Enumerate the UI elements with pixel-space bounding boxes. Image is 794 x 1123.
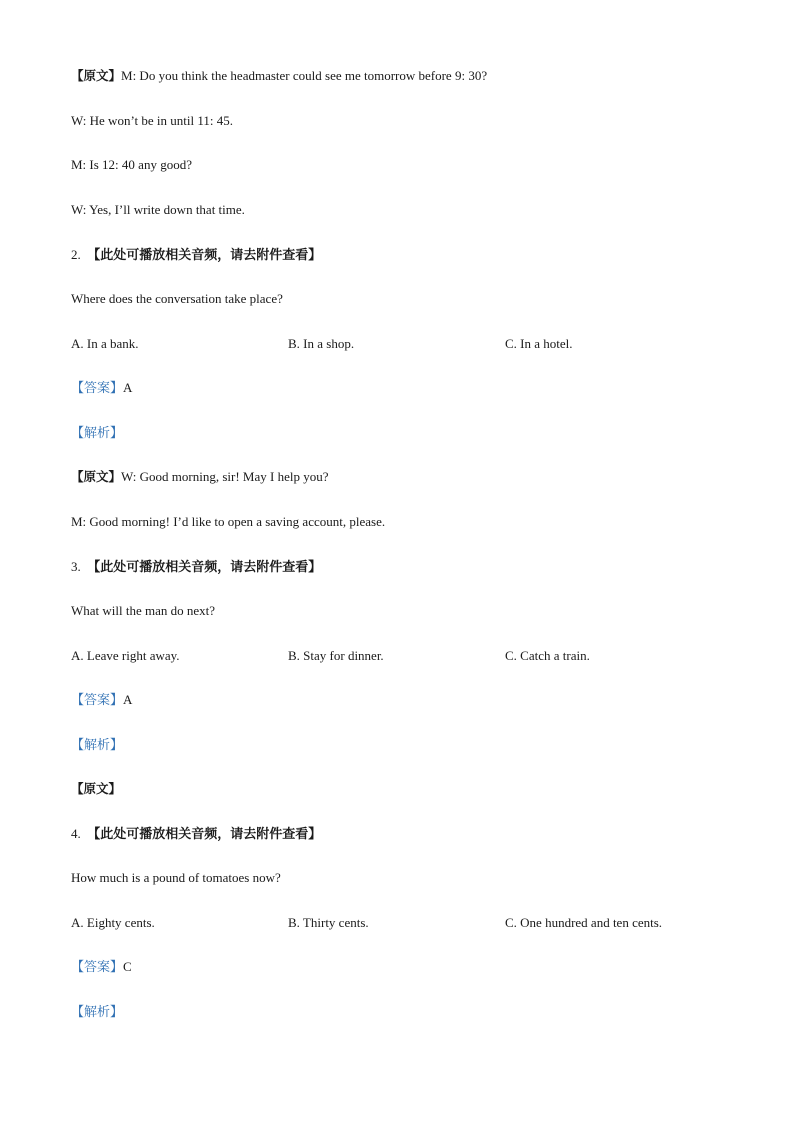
q2-question: Where does the conversation take place? [71, 291, 283, 306]
analysis-tag: 【解析】 [71, 1005, 124, 1020]
q3-option-b: B. Stay for dinner. [288, 648, 384, 663]
q3-option-c: C. Catch a train. [505, 648, 590, 663]
q4-option-b: B. Thirty cents. [288, 915, 369, 930]
answer-tag: 【答案】 [71, 381, 124, 396]
audio-note: 【此处可播放相关音频，请去附件查看】 [87, 560, 322, 575]
transcript-text: W: Good morning, sir! May I help you? [121, 469, 329, 484]
q1-transcript-line-2: W: He won’t be in until 11: 45. [71, 113, 233, 128]
q3-original [71, 780, 121, 798]
q3-question: What will the man do next? [71, 603, 216, 618]
q2-option-c: C. In a hotel. [505, 336, 573, 351]
q4-answer [71, 958, 132, 977]
question-number: 2. [71, 247, 81, 262]
q2-header [71, 246, 321, 265]
original-text-tag: 【原文】 [71, 469, 122, 484]
original-text-tag: 【原文】 [71, 68, 122, 83]
original-text-tag: 【原文】 [71, 781, 122, 796]
question-number: 3. [71, 559, 81, 574]
analysis-tag: 【解析】 [71, 738, 124, 753]
q4-analysis [71, 1003, 123, 1022]
q3-option-a: A. Leave right away. [71, 648, 180, 663]
q2-answer [71, 379, 132, 398]
q1-transcript-line-3: M: Is 12: 40 any good? [71, 157, 192, 172]
q2-transcript-line-2: M: Good morning! I’d like to open a saving account, please. [71, 514, 386, 529]
q4-question: How much is a pound of tomatoes now? [71, 870, 281, 885]
transcript-text: M: Do you think the headmaster could see me tomorrow before 9: 30? [121, 68, 488, 83]
q3-analysis [71, 736, 123, 755]
analysis-tag: 【解析】 [71, 426, 124, 441]
q2-option-b: B. In a shop. [288, 336, 355, 351]
q3-answer [71, 691, 132, 710]
q2-analysis [71, 424, 123, 443]
question-number: 4. [71, 826, 81, 841]
q1-transcript-line-1 [71, 67, 487, 85]
audio-note: 【此处可播放相关音频，请去附件查看】 [87, 827, 322, 842]
q4-option-c: C. One hundred and ten cents. [505, 915, 663, 930]
q3-header [71, 558, 321, 577]
answer-value: A [123, 380, 133, 395]
audio-note: 【此处可播放相关音频，请去附件查看】 [87, 248, 322, 263]
q4-header [71, 825, 321, 844]
answer-tag: 【答案】 [71, 693, 124, 708]
answer-tag: 【答案】 [71, 960, 124, 975]
q4-option-a: A. Eighty cents. [71, 915, 155, 930]
q1-transcript-line-4: W: Yes, I’ll write down that time. [71, 202, 245, 217]
answer-value: C [123, 959, 132, 974]
q2-option-a: A. In a bank. [71, 336, 139, 351]
q2-transcript-line-1 [71, 468, 329, 486]
answer-value: A [123, 692, 133, 707]
